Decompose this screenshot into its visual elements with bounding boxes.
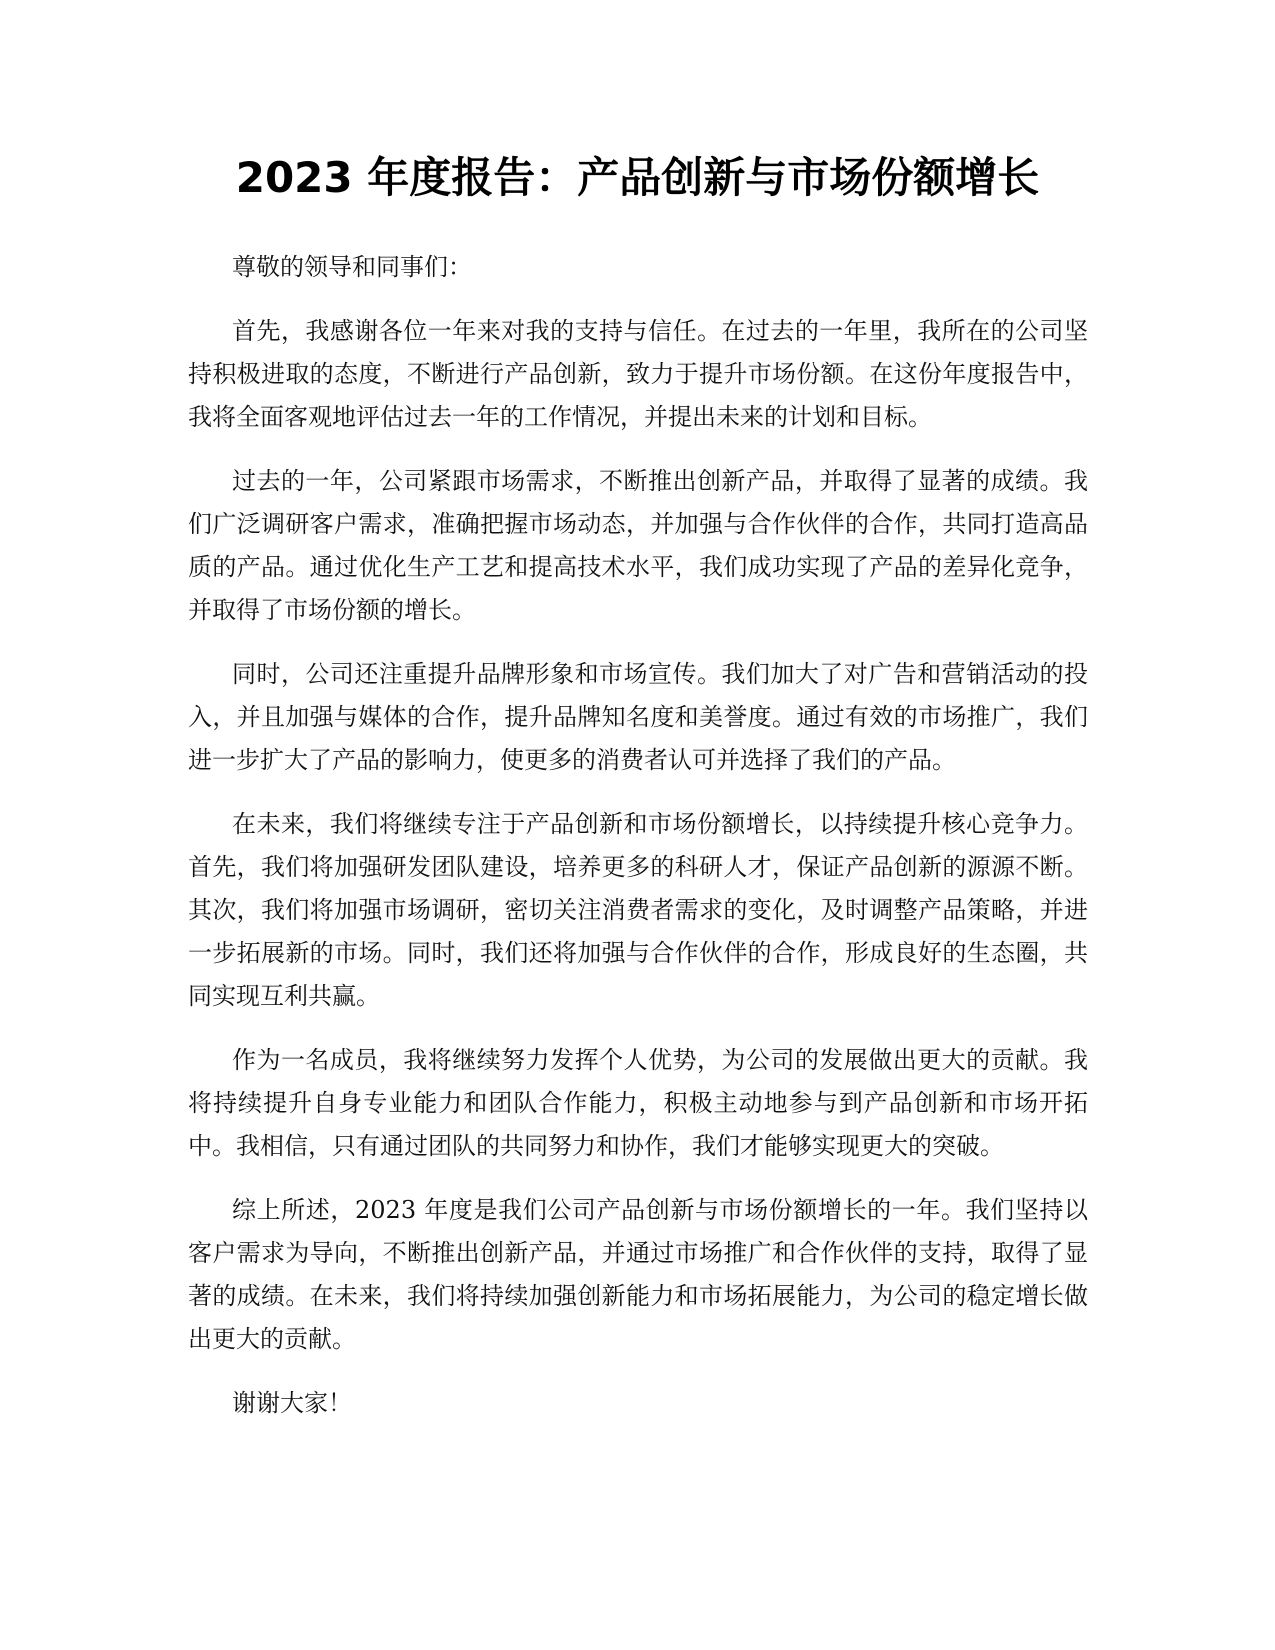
- body-paragraph: 综上所述，2023 年度是我们公司产品创新与市场份额增长的一年。我们坚持以客户需求为导向，不断推出创新产品，并通过市场推广和合作伙伴的支持，取得了显著的成绩。在未来，我们将持续加强创新能力和市场拓展能力，为公司的稳定增长做出更大的贡献。: [188, 1196, 1088, 1353]
- body-paragraph: 过去的一年，公司紧跟市场需求，不断推出创新产品，并取得了显著的成绩。我们广泛调研客户需求，准确把握市场动态，并加强与合作伙伴的合作，共同打造高品质的产品。通过优化生产工艺和提高技术水平，我们成功实现了产品的差异化竞争，并取得了市场份额的增长。: [188, 467, 1088, 624]
- body-paragraph: 同时，公司还注重提升品牌形象和市场宣传。我们加大了对广告和营销活动的投入，并且加强与媒体的合作，提升品牌知名度和美誉度。通过有效的市场推广，我们进一步扩大了产品的影响力，使更多的消费者认可并选择了我们的产品。: [188, 660, 1088, 774]
- document-body: [188, 246, 1088, 1446]
- body-paragraph: 作为一名成员，我将继续努力发挥个人优势，为公司的发展做出更大的贡献。我将持续提升自身专业能力和团队合作能力，积极主动地参与到产品创新和市场开拓中。我相信，只有通过团队的共同努力和协作，我们才能够实现更大的突破。: [188, 1046, 1088, 1160]
- salutation-paragraph: 尊敬的领导和同事们：: [232, 253, 472, 281]
- document-title: 2023 年度报告：产品创新与市场份额增长: [235, 153, 1040, 202]
- body-paragraph: 首先，我感谢各位一年来对我的支持与信任。在过去的一年里，我所在的公司坚持积极进取的态度，不断进行产品创新，致力于提升市场份额。在这份年度报告中，我将全面客观地评估过去一年的工作情况，并提出未来的计划和目标。: [188, 317, 1088, 431]
- closing-paragraph: 谢谢大家！: [232, 1389, 352, 1417]
- body-paragraph: 在未来，我们将继续专注于产品创新和市场份额增长，以持续提升核心竞争力。首先，我们将加强研发团队建设，培养更多的科研人才，保证产品创新的源源不断。其次，我们将加强市场调研，密切关注消费者需求的变化，及时调整产品策略，并进一步拓展新的市场。同时，我们还将加强与合作伙伴的合作，形成良好的生态圈，共同实现互利共赢。: [188, 810, 1088, 1010]
